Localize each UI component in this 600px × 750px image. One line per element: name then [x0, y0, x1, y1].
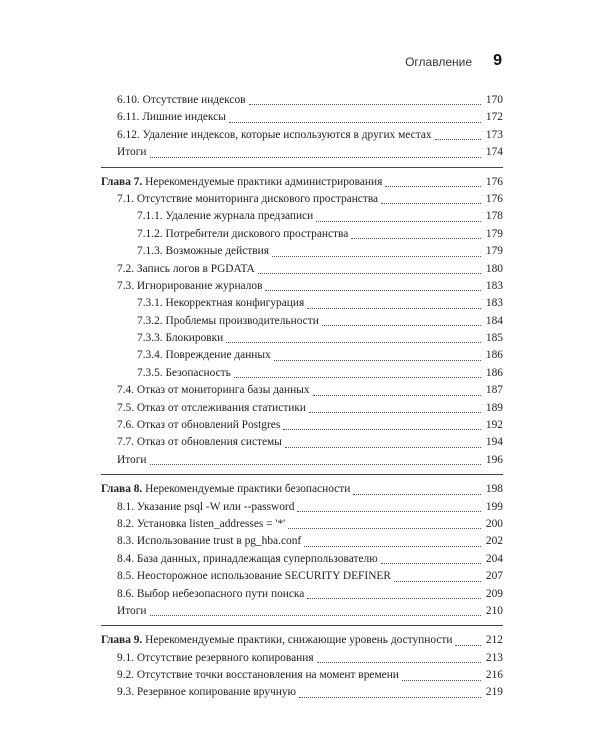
toc-entry-label: [137, 365, 231, 382]
toc-entry-label: [137, 226, 348, 243]
toc-entry-label: [117, 400, 306, 417]
toc-entry-text: 7.3.5. Безопасность: [137, 366, 231, 379]
toc-entry[interactable]: [101, 278, 503, 295]
chapter-number: Глава 7.: [101, 175, 143, 188]
toc-entry-text: 8.5. Неосторожное использование SECURITY DEFINER: [117, 570, 391, 583]
toc-entry-label: [117, 667, 399, 684]
toc-entry[interactable]: [101, 330, 503, 347]
toc-page-number: 174: [485, 146, 503, 159]
toc-entry[interactable]: [101, 685, 503, 702]
toc-page-number: 173: [485, 128, 503, 141]
toc-page-number: 204: [485, 552, 503, 565]
toc-page-number: 210: [485, 604, 503, 617]
toc-entry-text: Итоги: [117, 604, 147, 617]
toc-entry[interactable]: [101, 516, 503, 533]
toc-entry-label: [117, 109, 226, 126]
toc-entry-text: 7.2. Запись логов в PGDATA: [117, 262, 255, 275]
toc-entry[interactable]: [101, 568, 503, 585]
dot-leader: [272, 256, 481, 257]
toc-page-number: 194: [485, 436, 503, 449]
toc-page-number: 179: [485, 227, 503, 240]
dot-leader: [317, 662, 481, 663]
toc-entry-text: 7.4. Отказ от мониторинга базы данных: [117, 384, 310, 397]
toc-chapter-entry[interactable]: [101, 481, 503, 498]
toc-entry[interactable]: [101, 551, 503, 568]
toc-entry-label: [137, 347, 271, 364]
dot-leader: [353, 494, 481, 495]
toc-entry-label: [117, 191, 378, 208]
toc-page-number: 216: [485, 669, 503, 682]
toc-entry-text: 9.3. Резервное копирование вручную: [117, 686, 297, 699]
toc-page-number: 212: [485, 634, 503, 647]
toc-entry[interactable]: [101, 382, 503, 399]
toc-entry-label: [137, 313, 319, 330]
toc-entry-label: [117, 551, 378, 568]
toc-entry-text: 9.2. Отсутствие точки восстановления на момент времени: [117, 669, 399, 682]
toc-entry[interactable]: [101, 261, 503, 278]
toc-page-number: 209: [485, 587, 503, 600]
toc-entry-label: [137, 208, 313, 225]
table-of-contents: [101, 92, 503, 702]
toc-page-number: 199: [485, 500, 503, 513]
chapter-number: Глава 9.: [101, 634, 143, 647]
toc-entry-text: 7.3.4. Повреждение данных: [137, 349, 271, 362]
dot-leader: [309, 412, 481, 413]
dot-leader: [381, 563, 481, 564]
dot-leader: [304, 546, 481, 547]
toc-page-number: 213: [485, 651, 503, 664]
toc-entry[interactable]: [101, 243, 503, 260]
toc-entry-text: 9.1. Отсутствие резервного копирования: [117, 651, 314, 664]
toc-entry-label: [137, 243, 269, 260]
dot-leader: [265, 290, 481, 291]
toc-entry[interactable]: [101, 586, 503, 603]
toc-entry-text: 7.3. Игнорирование журналов: [117, 279, 263, 292]
toc-entry-text: 6.12. Удаление индексов, которые используются в других местах: [117, 128, 432, 141]
toc-entry-text: 7.3.2. Проблемы производительности: [137, 314, 319, 327]
dot-leader: [385, 186, 481, 187]
toc-entry-label: [117, 434, 282, 451]
dot-leader: [258, 273, 481, 274]
toc-page-number: 178: [485, 210, 503, 223]
toc-entry[interactable]: [101, 452, 503, 469]
toc-chapter-entry[interactable]: [101, 174, 503, 191]
toc-entry[interactable]: [101, 667, 503, 684]
toc-entry[interactable]: [101, 191, 503, 208]
toc-page-number: 189: [485, 401, 503, 414]
dot-leader: [297, 511, 481, 512]
toc-entry-text: 7.1.3. Возможные действия: [137, 245, 269, 258]
toc-entry-text: 8.6. Выбор небезопасного пути поиска: [117, 587, 305, 600]
toc-page-number: 185: [485, 332, 503, 345]
toc-entry[interactable]: [101, 109, 503, 126]
toc-section: [101, 167, 503, 470]
toc-entry[interactable]: [101, 226, 503, 243]
toc-entry[interactable]: [101, 533, 503, 550]
toc-entry-label: [117, 533, 301, 550]
dot-leader: [274, 360, 481, 361]
dot-leader: [381, 203, 481, 204]
toc-page-number: 202: [485, 535, 503, 548]
header-title: Оглавление: [405, 55, 472, 69]
toc-page-number: 207: [485, 570, 503, 583]
dot-leader: [288, 528, 481, 529]
toc-page-number: 200: [485, 517, 503, 530]
toc-entry-label: [117, 586, 304, 603]
toc-page-number: 187: [485, 384, 503, 397]
toc-entry[interactable]: [101, 144, 503, 161]
toc-entry[interactable]: [101, 650, 503, 667]
toc-entry-text: 7.1.2. Потребители дискового пространства: [137, 227, 349, 240]
toc-entry-text: 6.11. Лишние индексы: [117, 111, 226, 124]
running-header: [0, 53, 600, 73]
toc-entry-text: 8.4. База данных, принадлежащая суперпользователю: [117, 552, 378, 565]
toc-page-number: 196: [485, 453, 503, 466]
toc-entry-text: 7.7. Отказ от обновления системы: [117, 436, 282, 449]
toc-entry-label: [117, 499, 294, 516]
toc-entry-text: Нерекомендуемые практики, снижающие уровень доступности: [145, 634, 453, 647]
toc-entry-label: [117, 650, 314, 667]
dot-leader: [285, 447, 481, 448]
toc-page-number: 179: [485, 245, 503, 258]
dot-leader: [322, 325, 481, 326]
toc-entry-label: [117, 452, 147, 469]
toc-entry-text: Нерекомендуемые практики администрирования: [145, 175, 383, 188]
dot-leader: [307, 598, 481, 599]
toc-entry[interactable]: [101, 365, 503, 382]
toc-page-number: 176: [485, 175, 503, 188]
toc-page-number: 198: [485, 483, 503, 496]
dot-leader: [226, 342, 481, 343]
dot-leader: [313, 395, 481, 396]
toc-entry-text: 7.6. Отказ от обновлений Postgres: [117, 419, 281, 432]
toc-page-number: 183: [485, 279, 503, 292]
toc-page-number: 184: [485, 314, 503, 327]
toc-page-number: 186: [485, 349, 503, 362]
dot-leader: [435, 139, 481, 140]
toc-entry-label: [117, 92, 246, 109]
toc-entry[interactable]: [101, 400, 503, 417]
toc-entry-text: 7.1.1. Удаление журнала предзаписи: [137, 210, 314, 223]
toc-entry-label: [137, 295, 304, 312]
toc-entry-text: Итоги: [117, 146, 147, 159]
toc-entry[interactable]: [101, 295, 503, 312]
toc-entry-label: [117, 603, 147, 620]
toc-entry-label: [117, 261, 255, 278]
toc-page-number: 183: [485, 297, 503, 310]
toc-entry-text: 6.10. Отсутствие индексов: [117, 93, 246, 106]
dot-leader: [234, 377, 481, 378]
toc-entry[interactable]: [101, 127, 503, 144]
toc-entry[interactable]: [101, 208, 503, 225]
toc-section: [101, 474, 503, 620]
dot-leader: [150, 615, 481, 616]
dot-leader: [283, 429, 481, 430]
toc-entry-label: [137, 330, 223, 347]
toc-page-number: 172: [485, 111, 503, 124]
dot-leader: [249, 104, 481, 105]
toc-entry[interactable]: [101, 603, 503, 620]
header-page-number: 9: [493, 52, 502, 69]
toc-page-number: 219: [485, 686, 503, 699]
dot-leader: [299, 697, 481, 698]
toc-entry-label: [117, 417, 280, 434]
toc-page-number: 192: [485, 419, 503, 432]
toc-page-number: 170: [485, 93, 503, 106]
dot-leader: [402, 680, 481, 681]
toc-entry-label: [117, 382, 310, 399]
toc-section: [101, 92, 503, 162]
dot-leader: [351, 238, 481, 239]
chapter-number: Глава 8.: [101, 483, 143, 496]
toc-page-number: 180: [485, 262, 503, 275]
toc-entry-label: [101, 174, 382, 191]
toc-chapter-entry[interactable]: [101, 632, 503, 649]
dot-leader: [307, 308, 481, 309]
toc-entry-label: [117, 568, 391, 585]
toc-entry-label: [101, 481, 350, 498]
toc-entry-label: [117, 127, 432, 144]
toc-entry[interactable]: [101, 347, 503, 364]
toc-entry-text: 7.3.1. Некорректная конфигурация: [137, 297, 305, 310]
toc-entry-label: [117, 516, 285, 533]
toc-entry-label: [117, 278, 262, 295]
dot-leader: [316, 221, 481, 222]
toc-entry-text: 7.1. Отсутствие мониторинга дискового пространства: [117, 192, 379, 205]
toc-page-number: 176: [485, 192, 503, 205]
dot-leader: [150, 464, 481, 465]
dot-leader: [229, 122, 481, 123]
toc-entry-label: [117, 144, 147, 161]
toc-page-number: 186: [485, 366, 503, 379]
toc-entry[interactable]: [101, 92, 503, 109]
toc-entry-label: [101, 632, 452, 649]
toc-entry[interactable]: [101, 417, 503, 434]
toc-section: [101, 625, 503, 702]
toc-entry-text: 7.3.3. Блокировки: [137, 332, 224, 345]
toc-entry[interactable]: [101, 499, 503, 516]
dot-leader: [150, 157, 481, 158]
toc-entry-label: [117, 684, 296, 701]
dot-leader: [455, 645, 481, 646]
toc-entry[interactable]: [101, 313, 503, 330]
toc-entry-text: 8.2. Установка listen_addresses = '*': [117, 517, 286, 530]
toc-entry-text: 8.3. Использование trust в pg_hba.conf: [117, 535, 302, 548]
toc-entry-text: Нерекомендуемые практики безопасности: [145, 483, 351, 496]
toc-entry-text: 7.5. Отказ от отслеживания статистики: [117, 401, 307, 414]
toc-entry-text: Итоги: [117, 453, 147, 466]
dot-leader: [394, 581, 481, 582]
toc-entry[interactable]: [101, 434, 503, 451]
toc-entry-text: 8.1. Указание psql -W или --password: [117, 500, 295, 513]
